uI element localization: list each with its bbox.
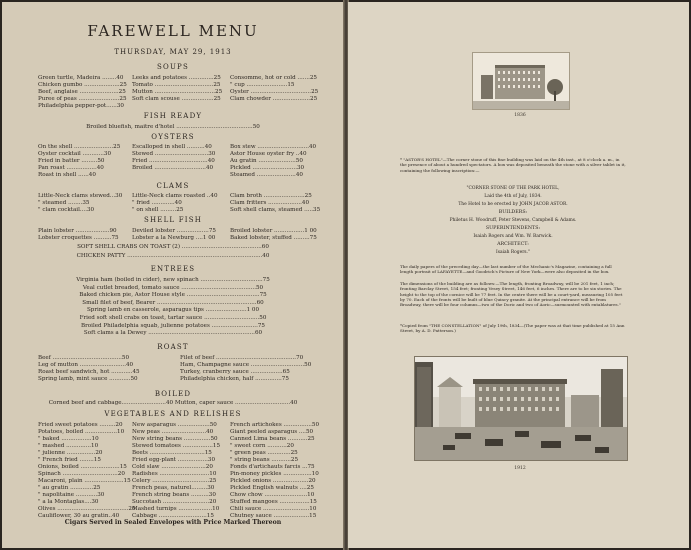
roast-item: Roast beef sandwich, hot ............45 xyxy=(38,369,140,375)
shell-fish-item: Lobster croquettes ..........75 xyxy=(38,235,119,241)
vegetable-item: " string beans ...........25 xyxy=(230,457,299,463)
clam-item: " fried .............40 xyxy=(132,200,182,206)
vegetable-item: Cabbage ...........................15 xyxy=(132,513,214,519)
vegetable-item: Celery ................................25 xyxy=(132,478,217,484)
soup-item: Soft clam scouse ..................25 xyxy=(132,96,221,102)
history-intro: * "ASTOR'S HOTEL"—The corner stone of this fine building was laid on the 4th inst., at 8 o'clock a. m., in the presence of about a hundred spectators. A box was deposited beneath the stone with a silver tablet in it, containing the following inscription:— xyxy=(400,157,626,173)
soft-shell-crabs-item: SOFT SHELL CRABS ON TOAST (2) .............................................60 xyxy=(77,244,269,250)
oyster-item: Pickled .........................30 xyxy=(230,165,305,171)
history-para-papers: The daily papers of the preceding day—the last number of the Mechanic's Magazine, containing a full length portrait of LAFAYETTE—and Goodrich's Picture of New York—were also deposited in the box. xyxy=(400,264,612,275)
inscription-line: BUILDERS: xyxy=(498,210,528,215)
vegetable-item: Pin-money pickles ................10 xyxy=(230,471,319,477)
oyster-item: Pan roast .................40 xyxy=(38,165,104,171)
oyster-item: Steamed ......................40 xyxy=(230,172,303,178)
hotel-1836-engraving xyxy=(472,52,570,110)
caption-1912: 1912 xyxy=(514,466,526,471)
clam-item: " steamed ........35 xyxy=(38,200,90,206)
soup-item: Leeks and potatoes ..............25 xyxy=(132,75,221,81)
vegetable-item: " mashed ..............10 xyxy=(38,443,99,449)
vegetable-item: " au gratin .............25 xyxy=(38,485,101,491)
oyster-item: Roast in shell ......40 xyxy=(38,172,96,178)
boiled-heading: BOILED xyxy=(154,390,192,398)
vegetable-item: French artichokes ................50 xyxy=(230,422,320,428)
soup-item: Mutton ..................................25 xyxy=(132,89,223,95)
shell-fish-heading: SHELL FISH xyxy=(143,216,203,224)
oyster-item: Fried in batter .........50 xyxy=(38,158,105,164)
vegetable-item: Pickled onions ....................20 xyxy=(230,478,316,484)
entree-item: Broiled Philadelphia squab, julienne potatoes ..........................75 xyxy=(81,322,265,329)
oyster-item: Fried .................................40 xyxy=(132,158,215,164)
vegetables-heading: VEGETABLES AND RELISHES xyxy=(104,410,242,418)
vegetable-item: New string beans ...............50 xyxy=(132,436,218,442)
clams-heading: CLAMS xyxy=(156,182,190,190)
entree-item: Spring lamb en casserole, asparagus tips .......................1 00 xyxy=(86,307,260,314)
vegetable-item: Potatoes, boiled ..................10 xyxy=(38,429,125,435)
entrees-heading: ENTREES xyxy=(150,265,196,273)
roast-heading: ROAST xyxy=(157,343,189,351)
history-para-dimensions: The dimensions of the building are as follows:—The length, fronting Broadway, will be 201 feet, 1 inch; fronting Barclay Street, 154 feet; fronting Vesey Street, 146 feet, 6 inches. There are to be six stories. The height to the top of the cornice will be 77 feet. In the centre there will be a court-yard, measuring 105 feet by 70. Each of the fronts will be built of blue Quincy granite. At the principal entrance will be from Broadway, there will be four columns—two of the Doric and two of Aoric—surmounted with entablatures." xyxy=(400,281,623,308)
vegetable-item: Mashed turnips ...................10 xyxy=(132,506,220,512)
vegetable-item: Fried egg-plant .................30 xyxy=(132,457,216,463)
clam-item: Clam fritters ...................40 xyxy=(230,200,310,206)
vegetable-item: Chutney sauce ....................15 xyxy=(230,513,317,519)
vegetable-item: French string beans ..........30 xyxy=(132,492,216,498)
vegetable-item: Cauliflower, 30 au gratin..40 xyxy=(38,513,120,519)
entree-item: Veal cutlet breaded, tomato sauce ..........................................50 xyxy=(82,284,264,291)
vegetable-item: Olives ........................................20 xyxy=(38,506,136,512)
oysters-heading: OYSTERS xyxy=(151,133,195,141)
oyster-item: Au gratin .....................50 xyxy=(230,158,303,164)
vegetable-item: Spinach ...............................20 xyxy=(38,471,125,477)
vegetable-item: " French fried ........15 xyxy=(38,457,101,463)
vegetable-item: Beets ...............................15 xyxy=(132,450,212,456)
soup-item: Puree of peas .......................25 xyxy=(38,96,127,102)
clam-item: Clam broth .......................25 xyxy=(230,193,312,199)
roast-item: Beef .......................................50 xyxy=(38,355,130,361)
vegetable-item: Fonds d'artichauts farcis ...75 xyxy=(230,464,315,470)
soup-item: Beef, anglaise ......................25 xyxy=(38,89,126,95)
vegetable-item: " napolitaine ............30 xyxy=(38,492,105,498)
clam-item: " clam cocktail....30 xyxy=(38,207,95,213)
roast-item: Spring lamb, mint sauce ............50 xyxy=(38,376,138,382)
soup-item: Clam chowder .....................25 xyxy=(230,96,318,102)
shell-fish-item: Plain lobster ...................90 xyxy=(38,228,117,234)
entree-item: Soft clams a la Dewey ............................................................60 xyxy=(83,330,263,337)
caption-1836: 1836 xyxy=(514,113,526,118)
soup-item: Tomato .................................25 xyxy=(132,82,221,88)
oyster-item: Box stew .............................40 xyxy=(230,144,317,150)
vegetable-item: Fried sweet potatoes .........20 xyxy=(38,422,123,428)
vegetable-item: Chili sauce ..........................10 xyxy=(230,506,317,512)
vegetable-item: New peas .........................40 xyxy=(132,429,214,435)
vegetable-item: Macaroni, plain ......................15 xyxy=(38,478,131,484)
clam-item: Little-Neck clams stewed...30 xyxy=(38,193,123,199)
clam-item: Little-Neck clams roasted ..40 xyxy=(132,193,218,199)
vegetable-item: Pickled English walnuts ....25 xyxy=(230,485,314,491)
soup-item: Consomme, hot or cold .......25 xyxy=(230,75,317,81)
shell-fish-item: Deviled lobster ..................75 xyxy=(132,228,216,234)
vegetable-item: Canned Lima beans ...........25 xyxy=(230,436,315,442)
chicken-patty-item: CHICKEN PATTY ............................................................................40 xyxy=(76,253,270,259)
menu-footer: Cigars Served in Sealed Envelopes with Price Marked Thereon xyxy=(64,519,282,526)
inscription-line: ARCHITECT: xyxy=(497,242,529,247)
vegetable-item: Giant peeled asparagus ....50 xyxy=(230,429,314,435)
vegetable-item: " sweet corn ...........20 xyxy=(230,443,294,449)
soup-item: Chicken gumbo ....................25 xyxy=(38,82,127,88)
soup-item: Green turtle, Madeira ........40 xyxy=(38,75,124,81)
roast-item: Philadelphia chicken, half ...............75 xyxy=(180,376,289,382)
inscription-line: SUPERINTENDENTS: xyxy=(485,226,541,231)
soups-heading: SOUPS xyxy=(157,63,189,71)
inscription-line: The Hotel to be erected by JOHN JACOB ASTOR. xyxy=(458,202,568,207)
fish-ready-heading: FISH READY xyxy=(143,112,203,120)
oyster-item: Escalloped in shell ..........40 xyxy=(132,144,212,150)
inscription-line: Laid the 4th of July, 1834. xyxy=(484,194,542,199)
inscription-line: "CORNER STONE OF THE PARK HOTEL, xyxy=(466,186,560,191)
menu-page xyxy=(2,2,344,548)
hotel-1912-photo xyxy=(414,356,628,461)
roast-item: Turkey, cranberry sauce ..................65 xyxy=(180,369,290,375)
shell-fish-item: Baked lobster, stuffed .........75 xyxy=(230,235,317,241)
oyster-item: Broiled .............................40 xyxy=(132,165,214,171)
vegetable-item: Chow chow ........................10 xyxy=(230,492,315,498)
vegetable-item: Radishes ............................10 xyxy=(132,471,217,477)
oyster-item: Astor House oyster fry ..40 xyxy=(230,151,307,157)
vegetable-item: Cold slaw .........................20 xyxy=(132,464,213,470)
vegetable-item: Stuffed mangoes .................15 xyxy=(230,499,317,505)
vegetable-item: " a la Montaglas....30 xyxy=(38,499,99,505)
history-source-note: *Copied from "THE CONSTELLATION" of July 19th, 1834—(The paper was at that time published at 15 Ann Street, by A. D. Patterson.) xyxy=(400,323,625,334)
vegetable-item: Stewed tomatoes .................15 xyxy=(132,443,221,449)
roast-item: Leg of mutton ..........................40 xyxy=(38,362,134,368)
clam-item: " on shell .........25 xyxy=(132,207,184,213)
vegetable-item: " green peas .............25 xyxy=(230,450,298,456)
entree-item: Small filet of beef, Bearer ........................................................60 xyxy=(82,299,264,306)
vegetable-item: French peas, naturel.........30 xyxy=(132,485,215,491)
vegetable-item: Succotash ..........................20 xyxy=(132,499,217,505)
menu-date: THURSDAY, MAY 29, 1913 xyxy=(114,48,232,56)
entree-item: Fried soft shell crabs on toast, tartar sauce ...............................50 xyxy=(79,315,267,321)
roast-item: Ham, Champagne sauce ..............................50 xyxy=(180,362,312,368)
clam-item: Soft shell clams, steamed .....35 xyxy=(230,207,321,213)
soup-item: Philadelphia pepper-pot......30 xyxy=(38,103,124,109)
entree-item: Baked chicken pie, Astor House style .........................................75 xyxy=(79,292,267,299)
vegetable-item: Onions, boiled ......................15 xyxy=(38,464,127,470)
inscription-line: Philetus H. Woodruff, Peter Stevens, Campbell & Adams. xyxy=(449,218,577,223)
vegetable-item: New asparagus ..................50 xyxy=(132,422,217,428)
boiled-item: Corned beef and cabbage.........................40 Mutton, caper sauce ...............................40 xyxy=(48,400,298,406)
inscription-line: Isaiah Rogers and Wm. W. Barwick. xyxy=(473,234,553,239)
inscription-line: Isaiah Rogers." xyxy=(496,250,530,255)
shell-fish-item: Lobster a la Newburg ....1 00 xyxy=(132,235,216,241)
shell-fish-item: Broiled lobster .................1 00 xyxy=(230,228,317,234)
oyster-item: Oyster cocktail ............30 xyxy=(38,151,112,157)
soup-item: Oyster ..................................25 xyxy=(230,89,319,95)
oyster-item: On the shell ......................25 xyxy=(38,144,121,150)
fish-ready-item: Broiled bluefish, maitre d'hotel ...........................................50 xyxy=(86,124,260,130)
vegetable-item: " baked .................10 xyxy=(38,436,99,442)
soup-item: " cup .......................15 xyxy=(230,82,295,88)
oyster-item: Stewed ..............................30 xyxy=(132,151,216,157)
roast-item: Filet of beef .............................................70 xyxy=(180,355,304,361)
menu-title: FAREWELL MENU xyxy=(87,22,259,40)
entree-item: Virginia ham (boiled in cider), new spinach ...................................75 xyxy=(76,277,270,283)
vegetable-item: " julienne ................20 xyxy=(38,450,103,456)
